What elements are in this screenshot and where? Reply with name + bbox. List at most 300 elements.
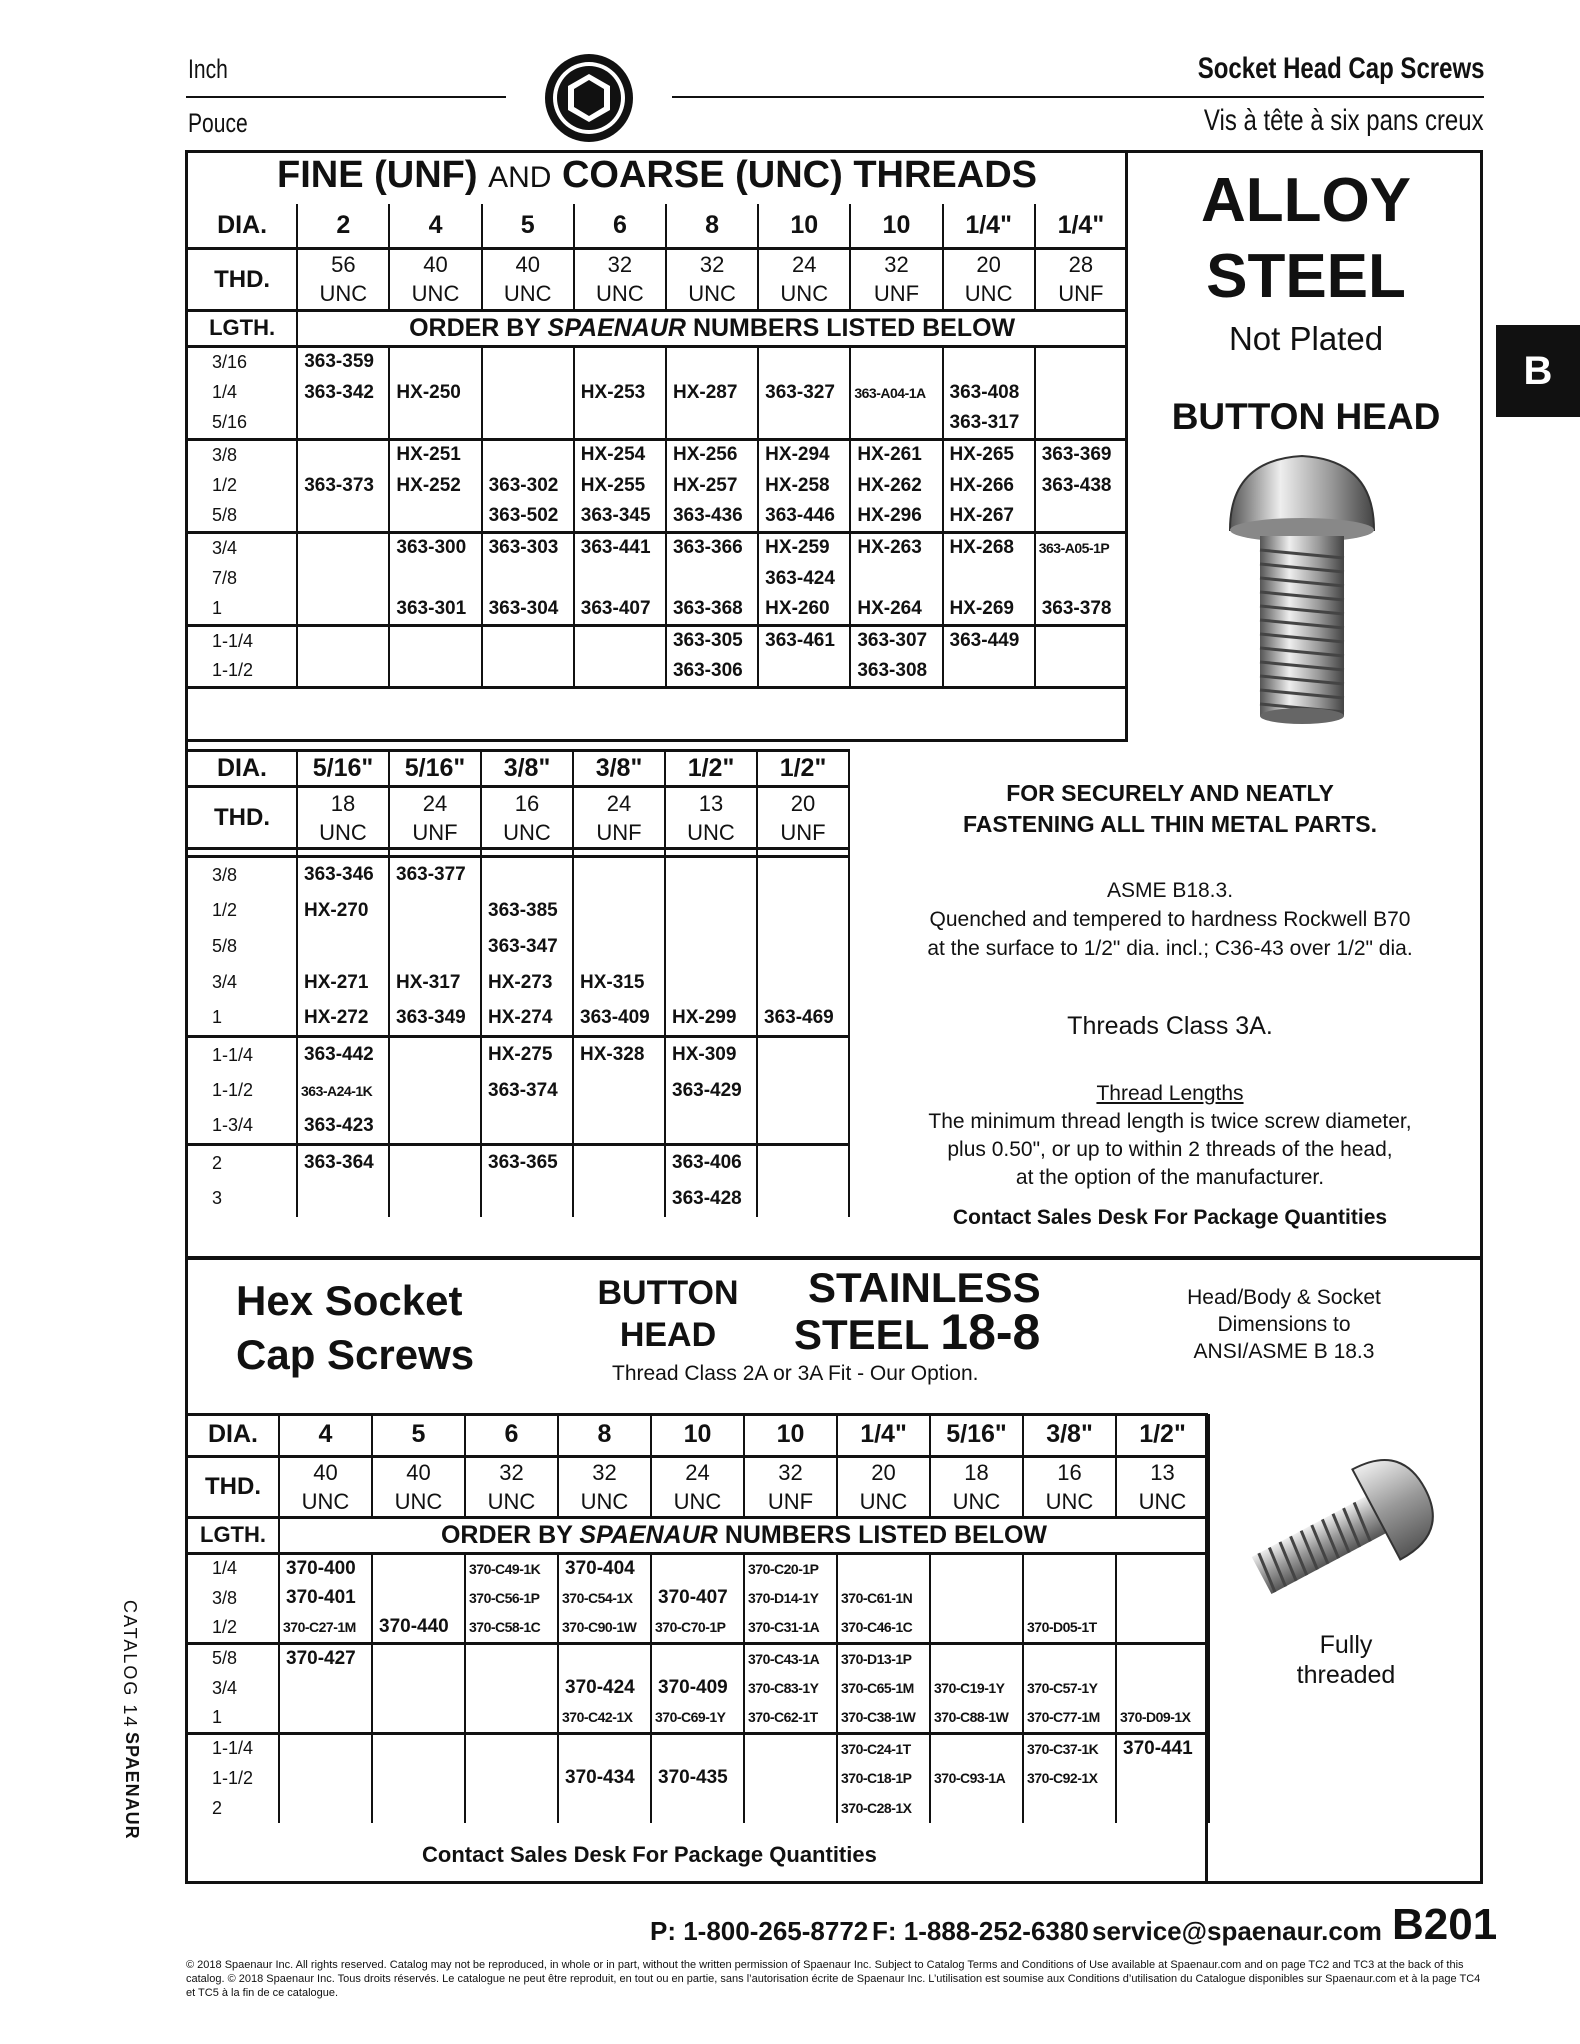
dia-cell: 8 bbox=[558, 1414, 651, 1456]
thd-type: UNC bbox=[687, 819, 735, 845]
part-number-cell: 370-C92-1X bbox=[1023, 1763, 1116, 1793]
side-catalog: CATALOG 14 bbox=[120, 1600, 140, 1729]
footer-email: service@spaenaur.com bbox=[1092, 1916, 1382, 1946]
table-row bbox=[187, 1553, 1209, 1583]
part-number-cell bbox=[465, 1673, 558, 1703]
thd-cell bbox=[482, 248, 574, 310]
spacer-cell bbox=[187, 849, 297, 857]
part-number-cell bbox=[1023, 1553, 1116, 1583]
thd-cell bbox=[758, 248, 850, 310]
part-number-cell: 363-342 bbox=[297, 377, 389, 408]
part-number-cell bbox=[930, 1733, 1023, 1763]
part-number-cell bbox=[389, 929, 481, 965]
length-cell: 1-1/2 bbox=[187, 656, 297, 687]
part-number-cell bbox=[1023, 1793, 1116, 1823]
dia-cell: 10 bbox=[651, 1414, 744, 1456]
table-row bbox=[187, 563, 1127, 594]
dia-cell: 1/4" bbox=[943, 204, 1035, 248]
order-row bbox=[187, 1517, 1209, 1553]
part-number-cell: HX-267 bbox=[943, 501, 1035, 532]
part-number-cell: HX-317 bbox=[389, 965, 481, 1001]
part-number-cell bbox=[837, 1553, 930, 1583]
part-number-cell: HX-259 bbox=[758, 532, 850, 563]
dia-row bbox=[187, 1414, 1209, 1456]
spec-text bbox=[860, 876, 1480, 963]
length-cell: 1 bbox=[187, 1703, 279, 1733]
part-number-cell: HX-299 bbox=[665, 1001, 757, 1037]
part-number-cell bbox=[297, 439, 389, 470]
part-number-cell: 363-345 bbox=[574, 501, 666, 532]
table-row bbox=[187, 1109, 849, 1145]
spacer-cell bbox=[481, 849, 573, 857]
part-number-cell bbox=[1116, 1673, 1209, 1703]
part-number-cell: 363-317 bbox=[943, 408, 1035, 439]
part-number-cell: 370-C38-1W bbox=[837, 1703, 930, 1733]
part-number-cell: 363-408 bbox=[943, 377, 1035, 408]
title-fine: FINE (UNF) bbox=[276, 154, 478, 196]
length-cell: 3/8 bbox=[187, 1583, 279, 1613]
stainless-contact: Contact Sales Desk For Package Quantities bbox=[422, 1842, 877, 1867]
length-cell: 1-1/4 bbox=[187, 625, 297, 656]
part-number-cell bbox=[930, 1553, 1023, 1583]
length-cell: 3/4 bbox=[187, 532, 297, 563]
part-number-cell bbox=[389, 408, 481, 439]
stainless-head-line1: BUTTON bbox=[597, 1274, 739, 1312]
part-number-cell bbox=[372, 1553, 465, 1583]
part-number-cell bbox=[666, 408, 758, 439]
part-number-cell: 370-C61-1N bbox=[837, 1583, 930, 1613]
part-number-cell: 363-364 bbox=[297, 1145, 389, 1181]
part-number-cell: 363-346 bbox=[297, 857, 389, 893]
dia-cell: 1/2" bbox=[757, 751, 849, 787]
thd-type: UNC bbox=[394, 1488, 443, 1514]
part-number-cell: 363-409 bbox=[573, 1001, 665, 1037]
part-number-cell bbox=[744, 1793, 837, 1823]
fully-line2: threaded bbox=[1296, 1661, 1396, 1689]
thd-type: UNF bbox=[767, 1488, 814, 1514]
material-steel: STEEL bbox=[1206, 242, 1406, 311]
footer-fax: F: 1-888-252-6380 bbox=[872, 1916, 1089, 1946]
thd-pitch: 24 bbox=[606, 790, 632, 816]
part-number-cell: 370-C93-1A bbox=[930, 1763, 1023, 1793]
thd-type: UNC bbox=[301, 1488, 350, 1514]
dia-row bbox=[187, 751, 849, 787]
part-number-cell bbox=[279, 1763, 372, 1793]
part-number-cell bbox=[573, 857, 665, 893]
part-number-cell bbox=[1035, 563, 1127, 594]
dia-label: DIA. bbox=[187, 204, 297, 248]
hardness-line1: Quenched and tempered to hardness Rockwell B70 bbox=[929, 908, 1411, 931]
thd-pitch: 40 bbox=[423, 252, 448, 277]
part-number-cell: 363-349 bbox=[389, 1001, 481, 1037]
part-number-cell bbox=[850, 408, 942, 439]
thd-type: UNC bbox=[859, 1488, 908, 1514]
thd-type: UNC bbox=[1045, 1488, 1094, 1514]
spacer-cell bbox=[665, 849, 757, 857]
part-number-cell: 370-400 bbox=[279, 1553, 372, 1583]
thd-cell bbox=[279, 1456, 372, 1517]
header-title: Socket Head Cap Screws bbox=[1197, 52, 1484, 85]
dia-cell: 1/4" bbox=[837, 1414, 930, 1456]
length-cell: 3/4 bbox=[187, 1673, 279, 1703]
dia-label: DIA. bbox=[187, 751, 297, 787]
dia-cell: 1/2" bbox=[1116, 1414, 1209, 1456]
part-number-cell: 363-303 bbox=[482, 532, 574, 563]
part-number-cell bbox=[389, 1037, 481, 1073]
part-number-cell: HX-265 bbox=[943, 439, 1035, 470]
thread-lengths-title: Thread Lengths bbox=[1096, 1082, 1244, 1105]
thd-row bbox=[187, 787, 849, 849]
header-rule-right bbox=[672, 96, 1484, 98]
part-number-cell: 370-C90-1W bbox=[558, 1613, 651, 1643]
part-number-cell bbox=[573, 1145, 665, 1181]
part-number-cell: HX-270 bbox=[297, 893, 389, 929]
thd-pitch: 24 bbox=[792, 252, 817, 277]
part-number-cell bbox=[1116, 1553, 1209, 1583]
part-number-cell bbox=[297, 1181, 389, 1217]
dia-cell: 10 bbox=[744, 1414, 837, 1456]
stainless-head-line2: HEAD bbox=[619, 1316, 717, 1354]
part-number-cell: HX-266 bbox=[943, 470, 1035, 501]
side-brand: SPAENAUR bbox=[122, 1732, 142, 1840]
part-number-cell bbox=[372, 1703, 465, 1733]
dia-cell: 5/16" bbox=[930, 1414, 1023, 1456]
part-number-cell: 363-461 bbox=[758, 625, 850, 656]
part-number-cell bbox=[758, 346, 850, 377]
stainless-fit: Thread Class 2A or 3A Fit - Our Option. bbox=[612, 1362, 979, 1385]
length-cell: 1/2 bbox=[187, 470, 297, 501]
dia-cell: 1/2" bbox=[665, 751, 757, 787]
part-number-cell bbox=[943, 563, 1035, 594]
section-divider bbox=[186, 1256, 1482, 1260]
part-number-cell bbox=[482, 439, 574, 470]
part-number-cell bbox=[372, 1583, 465, 1613]
part-number-cell bbox=[482, 346, 574, 377]
thd-cell bbox=[665, 787, 757, 849]
dia-cell: 10 bbox=[758, 204, 850, 248]
dia-label: DIA. bbox=[187, 1414, 279, 1456]
part-number-cell: 363-441 bbox=[574, 532, 666, 563]
part-number-cell: 363-327 bbox=[758, 377, 850, 408]
part-number-cell bbox=[482, 377, 574, 408]
length-cell: 5/16 bbox=[187, 408, 297, 439]
part-number-cell: 363-365 bbox=[481, 1145, 573, 1181]
part-number-cell bbox=[482, 625, 574, 656]
part-number-cell: 370-404 bbox=[558, 1553, 651, 1583]
part-number-cell bbox=[1023, 1643, 1116, 1673]
thd-type: UNC bbox=[952, 1488, 1001, 1514]
part-number-cell bbox=[574, 563, 666, 594]
dia-cell: 5 bbox=[372, 1414, 465, 1456]
thd-pitch: 32 bbox=[499, 1459, 524, 1485]
part-number-cell: 363-306 bbox=[666, 656, 758, 687]
stainless-material-line1: STAINLESS bbox=[808, 1264, 1041, 1311]
part-number-cell bbox=[558, 1733, 651, 1763]
part-number-cell: 370-C83-1Y bbox=[744, 1673, 837, 1703]
part-number-cell: HX-256 bbox=[666, 439, 758, 470]
thread-lengths bbox=[860, 1080, 1480, 1192]
part-number-cell bbox=[1023, 1583, 1116, 1613]
thd-cell bbox=[481, 787, 573, 849]
part-number-cell: 363-442 bbox=[297, 1037, 389, 1073]
part-number-cell: 363-436 bbox=[666, 501, 758, 532]
thd-pitch: 32 bbox=[778, 1459, 803, 1485]
part-number-cell bbox=[666, 346, 758, 377]
part-number-cell: 363-369 bbox=[1035, 439, 1127, 470]
table-row bbox=[187, 1037, 849, 1073]
fully-line1: Fully bbox=[1319, 1631, 1373, 1659]
order-row bbox=[187, 310, 1127, 346]
part-number-cell bbox=[297, 408, 389, 439]
part-number-cell bbox=[930, 1793, 1023, 1823]
table-row bbox=[187, 1703, 1209, 1733]
part-number-cell: HX-328 bbox=[573, 1037, 665, 1073]
part-number-cell: 370-C56-1P bbox=[465, 1583, 558, 1613]
dia-cell: 3/8" bbox=[1023, 1414, 1116, 1456]
part-number-cell bbox=[1035, 408, 1127, 439]
part-number-cell bbox=[574, 656, 666, 687]
part-number-cell bbox=[1116, 1613, 1209, 1643]
thd-type: UNC bbox=[319, 819, 367, 845]
threads-class: Threads Class 3A. bbox=[1067, 1012, 1273, 1040]
part-number-cell bbox=[297, 594, 389, 625]
part-number-cell: 370-C69-1Y bbox=[651, 1703, 744, 1733]
dims-line1: Head/Body & Socket bbox=[1187, 1286, 1381, 1309]
part-number-cell bbox=[757, 1109, 849, 1145]
part-number-cell bbox=[757, 965, 849, 1001]
part-number-cell: 370-C43-1A bbox=[744, 1643, 837, 1673]
dia-cell: 2 bbox=[297, 204, 389, 248]
part-number-cell: 370-C77-1M bbox=[1023, 1703, 1116, 1733]
part-number-cell bbox=[482, 563, 574, 594]
thd-type: UNC bbox=[596, 281, 644, 306]
thd-type: UNF bbox=[873, 281, 920, 306]
finish-label: Not Plated bbox=[1228, 320, 1384, 357]
part-number-cell bbox=[558, 1643, 651, 1673]
part-number-cell: 363-301 bbox=[389, 594, 481, 625]
part-number-cell: 370-C58-1C bbox=[465, 1613, 558, 1643]
table-row bbox=[187, 501, 1127, 532]
thd-pitch: 40 bbox=[515, 252, 540, 277]
title-coarse: COARSE (UNC) bbox=[561, 154, 843, 196]
dia-row bbox=[187, 204, 1127, 248]
part-number-cell: 363-449 bbox=[943, 625, 1035, 656]
part-number-cell: HX-273 bbox=[481, 965, 573, 1001]
length-cell: 3/16 bbox=[187, 346, 297, 377]
part-number-cell: HX-263 bbox=[850, 532, 942, 563]
part-number-cell: 363-385 bbox=[481, 893, 573, 929]
part-number-cell: HX-260 bbox=[758, 594, 850, 625]
tail-row bbox=[187, 687, 1127, 738]
part-number-cell: HX-294 bbox=[758, 439, 850, 470]
part-number-cell: 370-C20-1P bbox=[744, 1553, 837, 1583]
part-number-cell bbox=[389, 656, 481, 687]
part-number-cell bbox=[482, 656, 574, 687]
part-number-cell bbox=[1035, 656, 1127, 687]
part-number-cell bbox=[389, 1073, 481, 1109]
alloy-table1 bbox=[186, 204, 1128, 738]
part-number-cell: 370-440 bbox=[372, 1613, 465, 1643]
table-row bbox=[187, 1613, 1209, 1643]
part-number-cell: 370-435 bbox=[651, 1763, 744, 1793]
thd-pitch: 28 bbox=[1068, 252, 1094, 277]
part-number-cell bbox=[279, 1793, 372, 1823]
part-number-cell bbox=[1035, 501, 1127, 532]
part-number-cell: 370-D14-1Y bbox=[744, 1583, 837, 1613]
stainless-title-line2: Cap Screws bbox=[236, 1331, 475, 1378]
part-number-cell bbox=[372, 1763, 465, 1793]
table-row bbox=[187, 857, 849, 893]
order-suffix: NUMBERS LISTED BELOW bbox=[724, 1520, 1048, 1549]
part-number-cell: 370-407 bbox=[651, 1583, 744, 1613]
part-number-cell: HX-261 bbox=[850, 439, 942, 470]
thd-cell bbox=[389, 248, 481, 310]
header-rule-left bbox=[186, 96, 506, 98]
part-number-cell: 363-304 bbox=[482, 594, 574, 625]
length-cell: 5/8 bbox=[187, 501, 297, 532]
dims-line2: Dimensions to bbox=[1217, 1313, 1351, 1336]
table-row bbox=[187, 1733, 1209, 1763]
thd-pitch: 40 bbox=[406, 1459, 431, 1485]
part-number-cell: 363-373 bbox=[297, 470, 389, 501]
table-row bbox=[187, 408, 1127, 439]
table-row bbox=[187, 439, 1127, 470]
stainless-table bbox=[186, 1414, 1210, 1823]
table-row bbox=[187, 625, 1127, 656]
part-number-cell: HX-251 bbox=[389, 439, 481, 470]
part-number-cell: 370-C57-1Y bbox=[1023, 1673, 1116, 1703]
dia-cell: 4 bbox=[389, 204, 481, 248]
section-tab: B bbox=[1496, 325, 1580, 417]
part-number-cell bbox=[389, 1109, 481, 1145]
length-cell: 2 bbox=[187, 1793, 279, 1823]
part-number-cell: HX-269 bbox=[943, 594, 1035, 625]
thd-type: UNC bbox=[487, 1488, 536, 1514]
table-row bbox=[187, 532, 1127, 563]
part-number-cell bbox=[850, 563, 942, 594]
part-number-cell: 370-D05-1T bbox=[1023, 1613, 1116, 1643]
part-number-cell bbox=[665, 1109, 757, 1145]
part-number-cell bbox=[757, 1145, 849, 1181]
std-line: ASME B18.3. bbox=[1106, 879, 1234, 902]
thd-pitch: 13 bbox=[698, 790, 724, 816]
dia-cell: 6 bbox=[574, 204, 666, 248]
thd-cell bbox=[372, 1456, 465, 1517]
dia-cell: 5 bbox=[482, 204, 574, 248]
part-number-cell bbox=[389, 1145, 481, 1181]
part-number-cell bbox=[573, 1181, 665, 1217]
part-number-cell: 370-C18-1P bbox=[837, 1763, 930, 1793]
length-cell: 1/2 bbox=[187, 893, 297, 929]
table-row bbox=[187, 377, 1127, 408]
part-number-cell: 370-C62-1T bbox=[744, 1703, 837, 1733]
part-number-cell: HX-287 bbox=[666, 377, 758, 408]
thd-pitch: 56 bbox=[331, 252, 356, 277]
thd-pitch: 24 bbox=[422, 790, 448, 816]
thd-pitch: 20 bbox=[790, 790, 816, 816]
part-number-cell bbox=[573, 1073, 665, 1109]
part-number-cell: HX-264 bbox=[850, 594, 942, 625]
part-number-cell: 363-438 bbox=[1035, 470, 1127, 501]
thd-type: UNC bbox=[1138, 1488, 1187, 1514]
order-by-banner bbox=[297, 310, 1127, 346]
part-number-cell bbox=[1035, 346, 1127, 377]
part-number-cell: 370-C19-1Y bbox=[930, 1673, 1023, 1703]
part-number-cell bbox=[1035, 377, 1127, 408]
part-number-cell: 370-C54-1X bbox=[558, 1583, 651, 1613]
thd-pitch: 18 bbox=[964, 1459, 989, 1485]
part-number-cell bbox=[943, 346, 1035, 377]
thd-type: UNF bbox=[412, 819, 458, 845]
hex-socket-logo-icon bbox=[541, 50, 637, 146]
thd-type: UNF bbox=[780, 819, 826, 845]
length-cell: 3/8 bbox=[187, 439, 297, 470]
stainless-screw-icon bbox=[1230, 1440, 1460, 1620]
thd-cell bbox=[943, 248, 1035, 310]
thd-pitch: 32 bbox=[699, 252, 725, 277]
length-cell: 1-1/4 bbox=[187, 1037, 297, 1073]
length-cell: 1 bbox=[187, 1001, 297, 1037]
thd-label: THD. bbox=[187, 1456, 279, 1517]
part-number-cell bbox=[372, 1643, 465, 1673]
thd-cell bbox=[744, 1456, 837, 1517]
part-number-cell bbox=[297, 656, 389, 687]
thd-cell bbox=[1023, 1456, 1116, 1517]
thd-pitch: 40 bbox=[313, 1459, 338, 1485]
part-number-cell bbox=[558, 1793, 651, 1823]
part-number-cell bbox=[465, 1763, 558, 1793]
table-row bbox=[187, 1073, 849, 1109]
part-number-cell: 370-434 bbox=[558, 1763, 651, 1793]
table-row bbox=[187, 929, 849, 965]
thd-pitch: 20 bbox=[871, 1459, 896, 1485]
spacer-cell bbox=[297, 849, 389, 857]
part-number-cell: 363-A05-1P bbox=[1035, 532, 1127, 563]
table-row bbox=[187, 1643, 1209, 1673]
part-number-cell bbox=[651, 1733, 744, 1763]
part-number-cell bbox=[297, 501, 389, 532]
title-and: AND bbox=[488, 161, 552, 194]
part-number-cell bbox=[573, 893, 665, 929]
part-number-cell: 363-A24-1K bbox=[297, 1073, 389, 1109]
head-label: BUTTON HEAD bbox=[1171, 396, 1441, 437]
part-number-cell bbox=[574, 346, 666, 377]
part-number-cell bbox=[930, 1613, 1023, 1643]
order-brand: SPAENAUR bbox=[579, 1520, 718, 1549]
order-by-banner bbox=[279, 1517, 1209, 1553]
part-number-cell: HX-262 bbox=[850, 470, 942, 501]
order-brand: SPAENAUR bbox=[547, 313, 686, 342]
footer-page-number: B201 bbox=[1392, 1900, 1498, 1949]
alloy-table2 bbox=[186, 749, 850, 1217]
thd-type: UNC bbox=[673, 1488, 722, 1514]
part-number-cell: 370-C88-1W bbox=[930, 1703, 1023, 1733]
part-number-cell bbox=[665, 893, 757, 929]
stainless-material-steel: STEEL bbox=[794, 1311, 929, 1358]
part-number-cell bbox=[757, 1181, 849, 1217]
thd-cell bbox=[297, 787, 389, 849]
part-number-cell bbox=[573, 1109, 665, 1145]
thd-pitch: 32 bbox=[607, 252, 633, 277]
part-number-cell bbox=[279, 1703, 372, 1733]
length-cell: 5/8 bbox=[187, 1643, 279, 1673]
header-title-fr: Vis à tête à six pans creux bbox=[1204, 104, 1484, 137]
part-number-cell: 363-300 bbox=[389, 532, 481, 563]
part-number-cell: 363-368 bbox=[666, 594, 758, 625]
thd-pitch: 24 bbox=[685, 1459, 710, 1485]
part-number-cell: 363-378 bbox=[1035, 594, 1127, 625]
header-pouce: Pouce bbox=[188, 108, 248, 138]
